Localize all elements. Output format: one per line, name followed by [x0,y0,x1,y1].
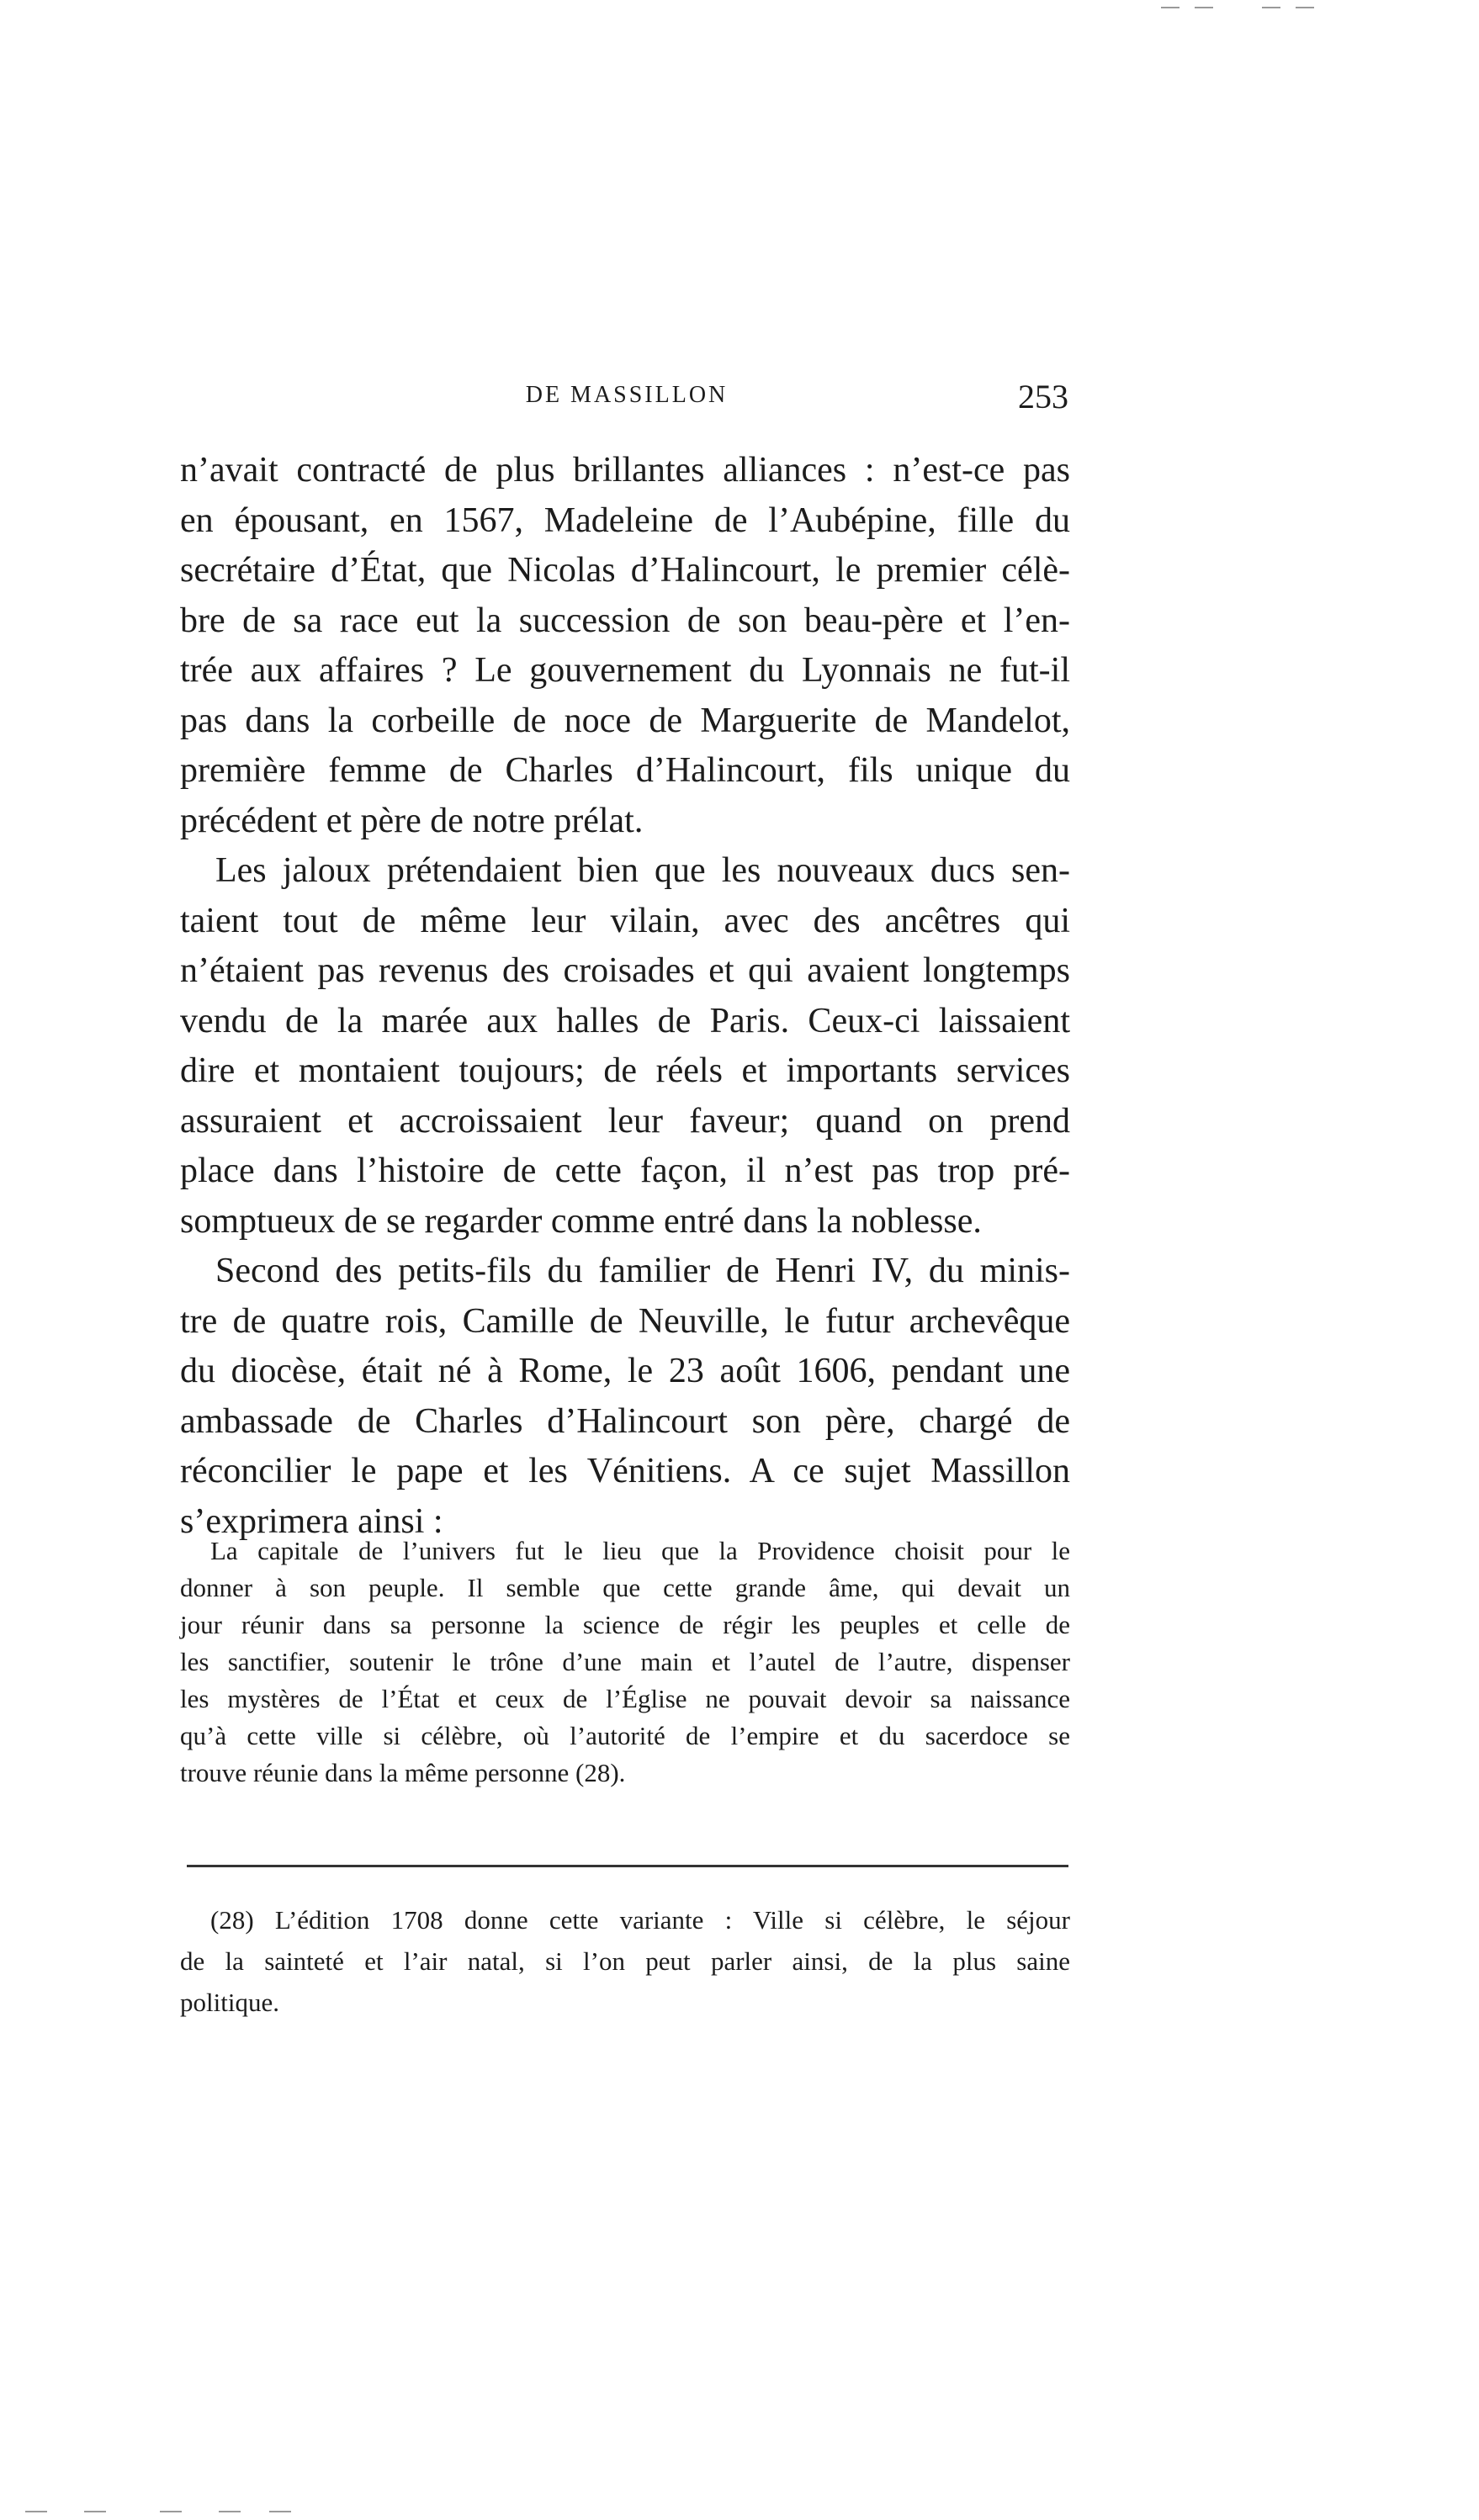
scan-edge-mark-bottom [160,2511,182,2512]
text-line: réconcilier le pape et les Vénitiens. A ce sujet Massillon [180,1452,1070,1490]
footnote-line: de la sainteté et l’air natal, si l’on peut parler ainsi, de la plus saine [180,1946,1070,1976]
text-line: pas dans la corbeille de noce de Marguerite de Mandelot, [180,701,1070,740]
scan-edge-mark-bottom [219,2511,241,2512]
text-line: en épousant, en 1567, Madeleine de l’Aubépine, fille du [180,500,1070,540]
quote-line: les sanctifier, soutenir le trône d’une main et l’autel de l’autre, dispenser [180,1647,1070,1676]
scan-edge-mark-bottom [25,2511,47,2512]
footnote-line: politique. [180,1988,279,2017]
text-line: Les jaloux prétendaient bien que les nouveaux ducs sen- [215,851,1070,890]
quote-line: qu’à cette ville si célèbre, où l’autorité de l’empire et du sacerdoce se [180,1721,1070,1750]
body-text [180,446,1070,1547]
text-line: secrétaire d’État, que Nicolas d’Halincourt, le premier célè- [180,551,1070,590]
quote-line: donner à son peuple. Il semble que cette grande âme, qui devait un [180,1573,1070,1602]
text-line: ambassade de Charles d’Halincourt son père, chargé de [180,1401,1070,1441]
footnote-line: (28) L’édition 1708 donne cette variante : Ville si célèbre, le séjour [210,1905,1070,1935]
text-line: du diocèse, était né à Rome, le 23 août 1606, pendant une [180,1352,1070,1390]
scan-edge-mark-bottom [269,2511,291,2512]
text-line: vendu de la marée aux halles de Paris. Ceux-ci laissaient [180,1001,1070,1040]
text-line: n’avait contracté de plus brillantes alliances : n’est-ce pas [180,451,1070,490]
text-line: précédent et père de notre prélat. [180,801,644,840]
text-line: Second des petits-fils du familier de Henri IV, du minis- [215,1252,1070,1290]
text-line: s’exprimera ainsi : [180,1501,443,1541]
running-head [185,377,1068,424]
text-line: taient tout de même leur vilain, avec des ancêtres qui [180,901,1070,940]
quote-line: trouve réunie dans la même personne (28). [180,1758,626,1787]
quote-line: les mystères de l’État et ceux de l’Église ne pouvait devoir sa naissance [180,1684,1070,1713]
footnote-rule [187,1865,1068,1867]
scan-edge-mark-top [1161,7,1179,8]
scan-edge-mark-top [1195,7,1213,8]
text-line: assuraient et accroissaient leur faveur; quand on prend [180,1101,1070,1141]
scan-edge-mark-top [1262,7,1280,8]
scan-edge-mark-bottom [84,2511,106,2512]
text-line: somptueux de se regarder comme entré dans la noblesse. [180,1201,982,1241]
text-line: tre de quatre rois, Camille de Neuville, le futur archevêque [180,1301,1070,1341]
text-line: place dans l’histoire de cette façon, il n’est pas trop pré- [180,1151,1070,1190]
footnote [180,1899,1070,2023]
text-line: trée aux affaires ? Le gouvernement du Lyonnais ne fut-il [180,651,1070,690]
text-line: n’étaient pas revenus des croisades et qui avaient longtemps [180,951,1070,990]
text-line: première femme de Charles d’Halincourt, fils unique du [180,751,1070,790]
quote-line: La capitale de l’univers fut le lieu que la Providence choisit pour le [210,1536,1070,1565]
text-line: bre de sa race eut la succession de son beau-père et l’en- [180,601,1070,640]
block-quote [180,1533,1070,1792]
text-line: dire et montaient toujours; de réels et importants services [180,1051,1070,1090]
page-number: 253 [1018,378,1068,416]
scan-edge-mark-top [1296,7,1314,8]
quote-line: jour réunir dans sa personne la science de régir les peuples et celle de [180,1610,1070,1639]
running-title: DE MASSILLON [525,382,729,408]
